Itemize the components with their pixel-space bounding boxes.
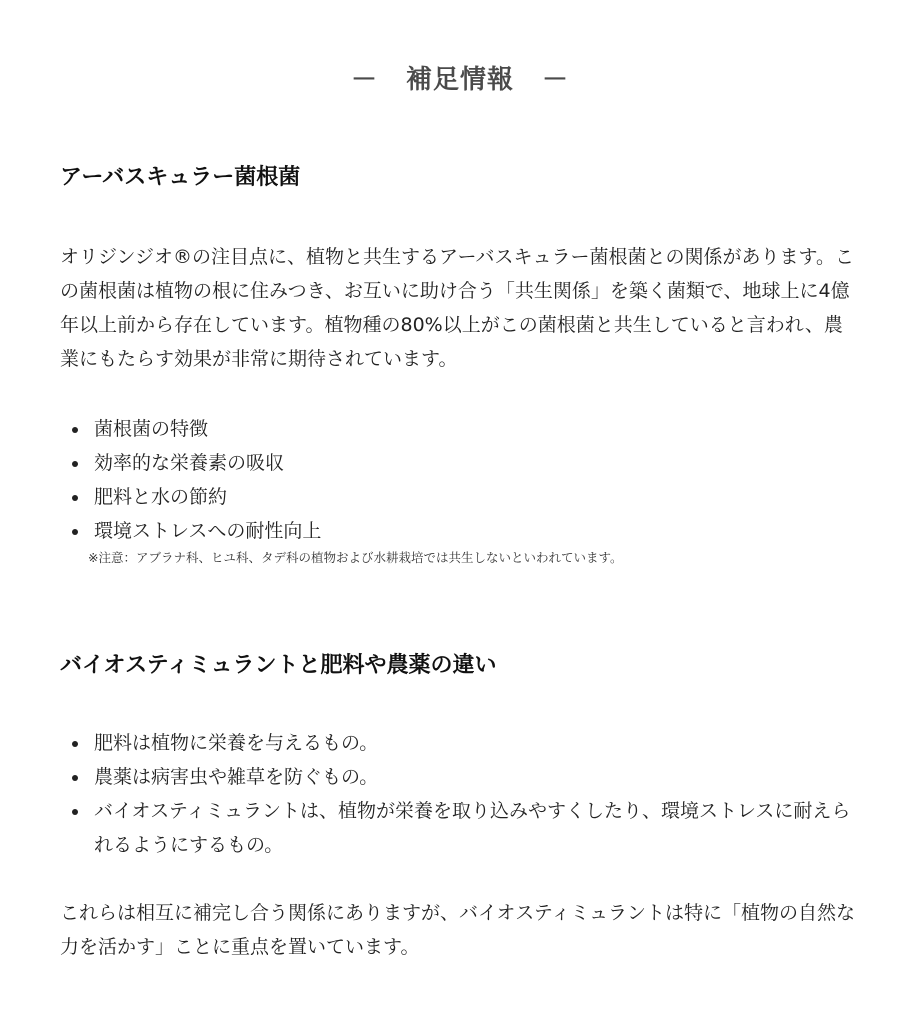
- section-biostimulant-difference: [60, 650, 860, 964]
- list-item: 農薬は病害虫や雑草を防ぐもの。: [94, 760, 860, 794]
- list-item: 環境ストレスへの耐性向上: [94, 514, 860, 548]
- caution-note: ※注意：アブラナ科、ヒユ科、タデ科の植物および水耕栽培では共生しないといわれています。: [88, 550, 623, 565]
- list-item: 肥料は植物に栄養を与えるもの。: [94, 726, 860, 760]
- list-item: 肥料と水の節約: [94, 480, 860, 514]
- list-item: 効率的な栄養素の吸収: [94, 446, 860, 480]
- title-dash-left: －: [350, 65, 378, 95]
- section-mycorrhizal-fungi: [60, 162, 860, 568]
- page-title: [60, 0, 860, 102]
- feature-list: [60, 412, 860, 548]
- title-dash-right: －: [542, 65, 570, 95]
- section-outro-paragraph: これらは相互に補完し合う関係にありますが、バイオスティミュラントは特に「植物の自然な力を活かす」ことに重点を置いています。: [60, 902, 855, 958]
- title-text: 補足情報: [405, 65, 514, 95]
- section-intro-paragraph: オリジンジオ®の注目点に、植物と共生するアーバスキュラー菌根菌との関係があります。この菌根菌は植物の根に住みつき、お互いに助け合う「共生関係」を築く菌類で、地球上に4億年以上前から存在しています。植物種の80%以上がこの菌根菌と共生していると言われ、農業にもたらす効果が非常に期待されています。: [60, 246, 855, 370]
- list-item: バイオスティミュラントは、植物が栄養を取り込みやすくしたり、環境ストレスに耐えられるようにするもの。: [94, 794, 860, 862]
- section-heading: バイオスティミュラントと肥料や農薬の違い: [60, 653, 497, 678]
- section-heading: アーバスキュラー菌根菌: [60, 165, 301, 190]
- comparison-list: [60, 726, 860, 862]
- list-item: 菌根菌の特徴: [94, 412, 860, 446]
